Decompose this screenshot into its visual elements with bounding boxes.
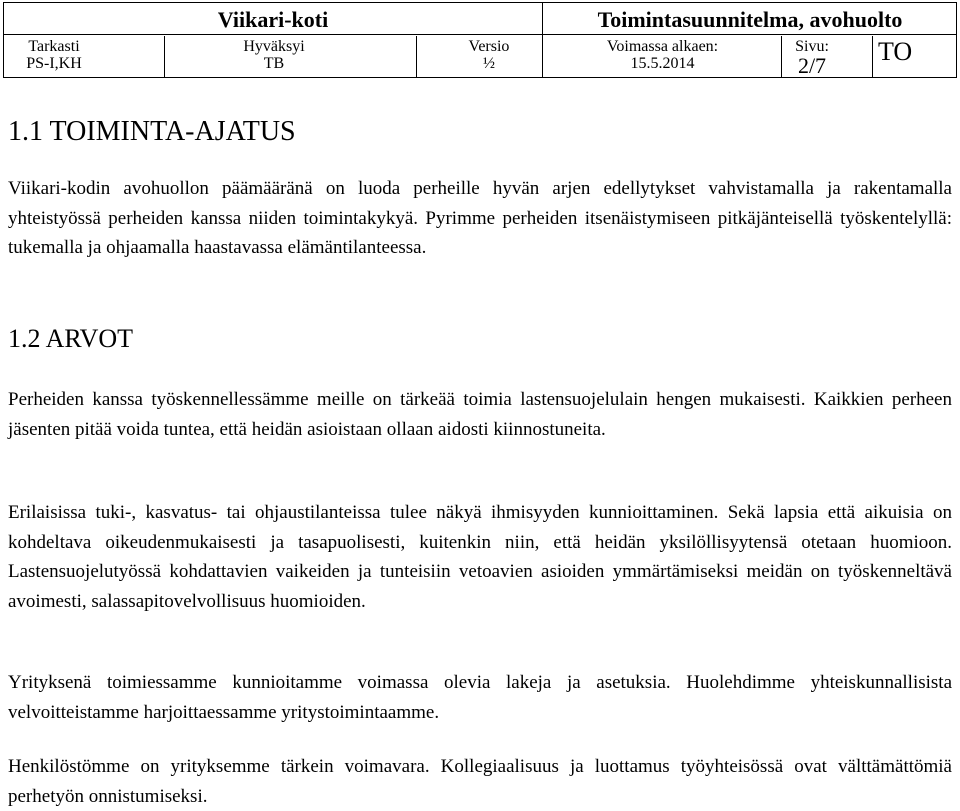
organization-title: Viikari-koti (217, 7, 329, 32)
page-value: 2/7 (797, 53, 827, 78)
paragraph: Yrityksenä toimiessamme kunnioitamme voimassa olevia lakeja ja asetuksia. Huolehdimme yhteiskunnallisista velvoitteistamme harjoittaessamme yritystoimintaamme. (8, 672, 952, 723)
section-heading: 1.1 TOIMINTA-AJATUS (8, 116, 296, 147)
approved-by-label: Hyväksyi (243, 38, 305, 55)
approved-by-value: TB (263, 55, 285, 72)
document-header (3, 2, 957, 78)
paragraph: Viikari-kodin avohuollon päämääränä on luoda perheille hyvän arjen edellytykset vahvistamalla ja rakentamalla yhteistyössä perheiden kanssa niiden toimintakykyä. Pyrimme perheiden itsenäistymiseen pitkäjänteisellä työskentelyllä: tukemalla ja ohjaamalla haastavassa elämäntilanteessa. (8, 178, 952, 258)
version-value: ½ (483, 55, 495, 72)
paragraph: Erilaisissa tuki-, kasvatus- tai ohjaustilanteissa tulee näkyä ihmisyyden kunnioittaminen. Sekä lapsia että aikuisia on kohdeltava oikeudenmukaisesti ja tasapuolisesti, kuitenkin niin, että heidän yksilöllisyytensä otetaan huomioon. Lastensuojelutyössä kohdattavien vaikeiden ja tunteisiin vetoavien asioiden ymmärtämiseksi meidän on työskenneltävä avoimesti, salassapitovelvollisuus huomioiden. (8, 502, 952, 612)
paragraph: Henkilöstömme on yrityksemme tärkein voimavara. Kollegiaalisuus ja luottamus työyhteisössä ovat välttämättömiä perhetyön onnistumiseksi. (8, 756, 952, 807)
checked-by-label: Tarkasti (28, 38, 80, 55)
version-label: Versio (468, 38, 510, 55)
document-title: Toimintasuunnitelma, avohuolto (597, 7, 903, 32)
header-column-divider (164, 36, 165, 77)
document-code: TO (878, 37, 913, 66)
paragraph: Perheiden kanssa työskennellessämme meille on tärkeää toimia lastensuojelulain hengen mukaisesti. Kaikkien perheen jäsenten pitää voida tuntea, että heidän asioistaan ollaan aidosti kiinnostuneita. (8, 389, 952, 440)
section-heading: 1.2 ARVOT (8, 324, 134, 353)
header-column-divider (872, 36, 873, 77)
page-label: Sivu: (795, 38, 829, 55)
header-column-divider (416, 36, 417, 77)
valid-from-value: 15.5.2014 (630, 55, 695, 72)
valid-from-label: Voimassa alkaen: (606, 38, 719, 55)
header-divider (4, 34, 956, 35)
checked-by-value: PS-I,KH (26, 55, 82, 72)
